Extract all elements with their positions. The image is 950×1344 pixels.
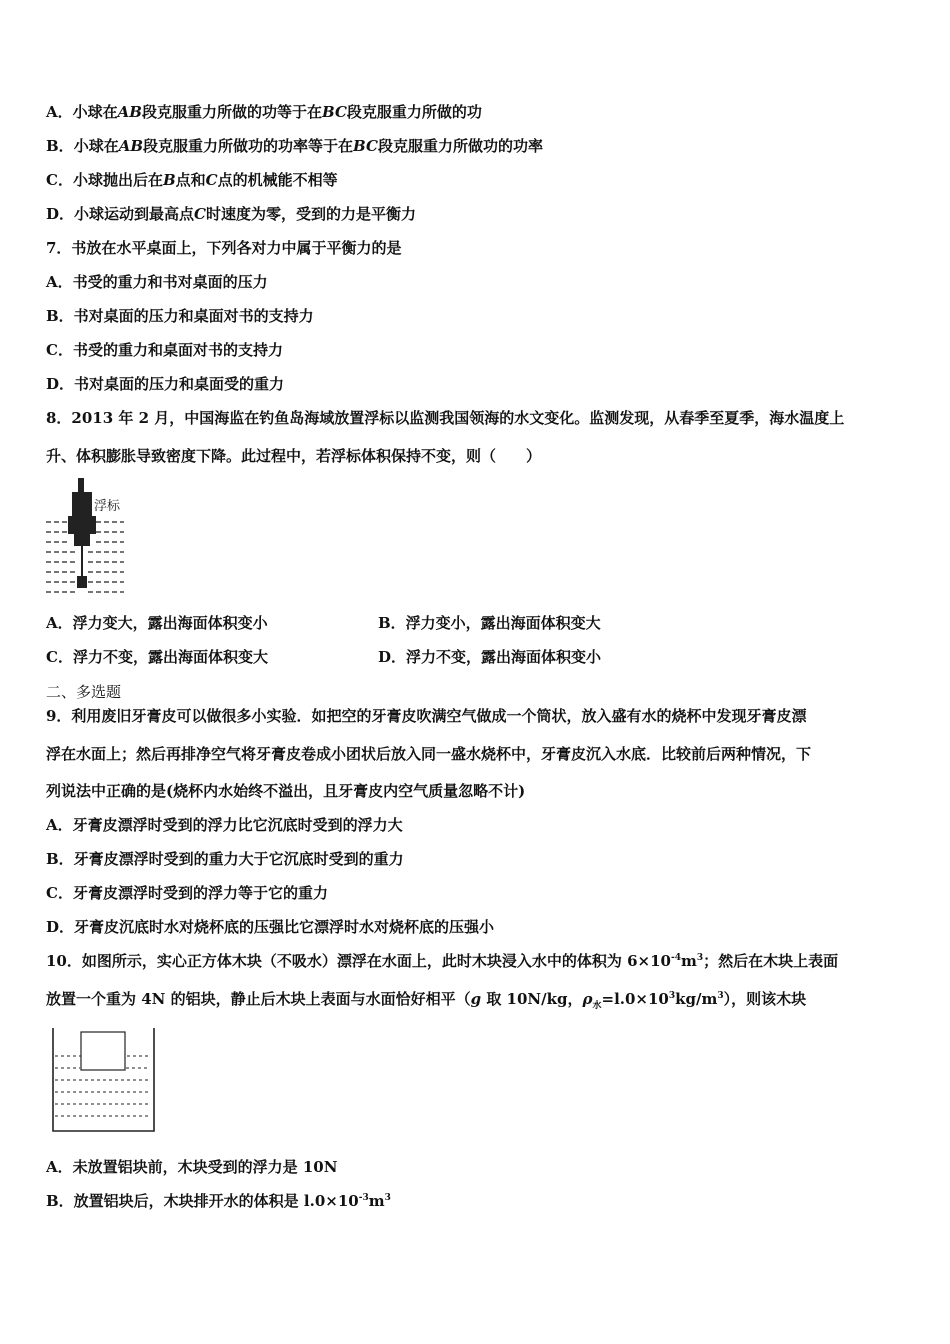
buoy-label: 浮标 <box>94 498 121 513</box>
q6-option-c: C．小球抛出后在B点和C点的机械能不相等 <box>46 171 338 189</box>
q7-option-c: C．书受的重力和桌面对书的支持力 <box>46 341 283 359</box>
q9-option-d: D．牙膏皮沉底时水对烧杯底的压强比它漂浮时水对烧杯底的压强小 <box>46 918 495 936</box>
q8-option-a: A．浮力变大，露出海面体积变小 <box>46 614 268 632</box>
q8-option-b: B．浮力变小，露出海面体积变大 <box>378 614 601 632</box>
beaker-figure <box>50 1028 158 1134</box>
q7-option-b: B．书对桌面的压力和桌面对书的支持力 <box>46 307 314 325</box>
q9-option-a: A．牙膏皮漂浮时受到的浮力比它沉底时受到的浮力大 <box>46 816 403 834</box>
q8-option-d: D．浮力不变，露出海面体积变小 <box>378 648 602 666</box>
q10-option-a: A．未放置铝块前，木块受到的浮力是 10N <box>46 1158 338 1176</box>
q9-option-c: C．牙膏皮漂浮时受到的浮力等于它的重力 <box>46 884 328 902</box>
q8-stem-line2: 升、体积膨胀导致密度下降。此过程中，若浮标体积保持不变，则（ ） <box>46 447 542 465</box>
q10-stem-line1: 10．如图所示，实心正方体木块（不吸水）漂浮在水面上，此时木块浸入水中的体积为 $6\times 10^{-4}m^3$；然后在木块上表面 <box>46 952 839 970</box>
q6-option-b: B．小球在AB段克服重力所做功的功率等于在BC段克服重力所做功的功率 <box>46 137 543 155</box>
q8-option-c: C．浮力不变，露出海面体积变大 <box>46 648 268 666</box>
q9-stem-line3: 列说法中正确的是(烧杯内水始终不溢出，且牙膏皮内空气质量忽略不计) <box>46 782 526 800</box>
buoy-figure <box>44 476 130 600</box>
q7-option-a: A．书受的重力和书对桌面的压力 <box>46 273 268 291</box>
q9-stem-line1: 9．利用废旧牙膏皮可以做很多小实验．如把空的牙膏皮吹满空气做成一个筒状，放入盛有水的烧杯中发现牙膏皮漂 <box>46 707 807 725</box>
q9-stem-line2: 浮在水面上；然后再排净空气将牙膏皮卷成小团状后放入同一盛水烧杯中，牙膏皮沉入水底．比较前后两种情况，下 <box>46 745 812 763</box>
q7-option-d: D．书对桌面的压力和桌面受的重力 <box>46 375 285 393</box>
q6-option-d: D．小球运动到最高点C时速度为零，受到的力是平衡力 <box>46 205 416 223</box>
q10-stem-line2: 放置一个重为 4N 的铝块，静止后木块上表面与水面恰好相平（g 取 10N/kg，$\rho_水=l.0\times 10^3kg/m^3$），则该木块 <box>46 990 807 1011</box>
q8-stem-line1: 8．2013 年 2 月，中国海监在钓鱼岛海域放置浮标以监测我国领海的水文变化。监测发现，从春季至夏季，海水温度上 <box>46 409 845 427</box>
section-title-multiple-choice: 二、多选题 <box>46 683 122 701</box>
q6-option-a: A．小球在AB段克服重力所做的功等于在BC段克服重力所做的功 <box>46 103 482 121</box>
q10-option-b: B．放置铝块后，木块排开水的体积是 $l.0\times 10^{-3}m^3$ <box>46 1192 391 1210</box>
q7-stem: 7．书放在水平桌面上，下列各对力中属于平衡力的是 <box>46 239 402 257</box>
q9-option-b: B．牙膏皮漂浮时受到的重力大于它沉底时受到的重力 <box>46 850 404 868</box>
